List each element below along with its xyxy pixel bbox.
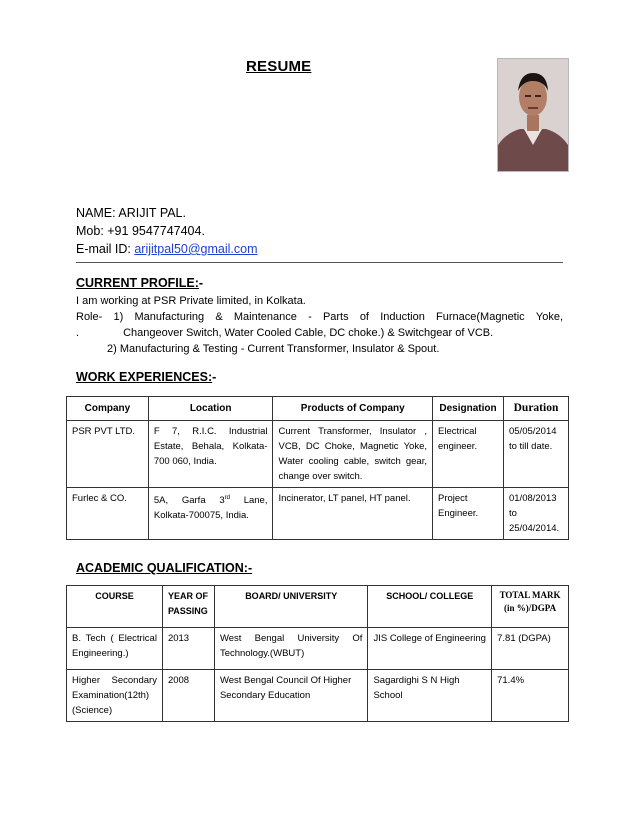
role-word: Manufacturing (134, 311, 205, 323)
role-word: Induction (380, 311, 425, 323)
table-cell: 71.4% (492, 670, 569, 722)
role-word: Parts (322, 311, 349, 323)
table-cell: 7.81 (DGPA) (492, 628, 569, 670)
work-experience-heading: WORK EXPERIENCES:- (76, 370, 217, 384)
current-profile-line: I am working at PSR Private limited, in Kolkata. (76, 295, 306, 307)
email-line (76, 242, 258, 256)
current-profile-line-3: . Changeover Switch, Water Cooled Cable, DC choke.) & Switchgear of VCB. (76, 327, 494, 339)
table-cell: JIS College of Engineering (368, 628, 492, 670)
column-header: YEAR OF PASSING (162, 586, 214, 628)
role-word: 1) (113, 311, 124, 323)
current-profile-role (76, 309, 563, 325)
email-label: E-mail ID: (76, 242, 135, 256)
role-word: & (215, 311, 223, 323)
table-cell: 2013 (162, 628, 214, 670)
current-profile-heading: CURRENT PROFILE:- (76, 276, 204, 290)
column-header: Location (148, 397, 273, 421)
column-header: Designation (433, 397, 504, 421)
table-row (67, 421, 569, 488)
table-cell: F 7, R.I.C. Industrial Estate, Behala, Kolkata-700 060, India. (148, 421, 273, 488)
column-header: Company (67, 397, 149, 421)
column-header: Products of Company (273, 397, 433, 421)
email-link[interactable]: arijitpal50@gmail.com (134, 242, 258, 256)
mobile-line: Mob: +91 9547747404. (76, 224, 205, 238)
table-row (67, 488, 569, 540)
table-cell: Project Engineer. (433, 488, 504, 540)
column-header: COURSE (67, 586, 163, 628)
table-cell: PSR PVT LTD. (67, 421, 149, 488)
role-word: Role- (76, 311, 103, 323)
table-row (67, 670, 569, 722)
column-header: BOARD/ UNIVERSITY (214, 586, 368, 628)
table-cell: West Bengal Council Of Higher Secondary Education (214, 670, 368, 722)
resume-title: RESUME (246, 58, 312, 75)
table-cell: Electrical engineer. (433, 421, 504, 488)
work-experience-table (66, 396, 569, 540)
table-cell: 01/08/2013 to 25/04/2014. (503, 488, 568, 540)
column-header: Duration (503, 397, 568, 421)
divider (76, 262, 563, 263)
table-cell: Sagardighi S N High School (368, 670, 492, 722)
role-word: of (359, 311, 369, 323)
role-word: Maintenance (233, 311, 297, 323)
table-header-row (67, 586, 569, 628)
current-profile-line-4: 2) Manufacturing & Testing - Current Transformer, Insulator & Spout. (107, 343, 440, 355)
table-cell: Higher Secondary Examination(12th) (Science) (67, 670, 163, 722)
table-row (67, 628, 569, 670)
profile-photo (497, 58, 569, 172)
profile-photo-image (498, 59, 568, 171)
column-header: TOTAL MARK (in %)/DGPA (492, 586, 569, 628)
table-cell: Incinerator, LT panel, HT panel. (273, 488, 433, 540)
academic-table (66, 585, 569, 722)
table-cell: Furlec & CO. (67, 488, 149, 540)
column-header: SCHOOL/ COLLEGE (368, 586, 492, 628)
table-cell: West Bengal University Of Technology.(WBUT) (214, 628, 368, 670)
table-header-row (67, 397, 569, 421)
name-line: NAME: ARIJIT PAL. (76, 206, 186, 220)
role-word: - (308, 311, 312, 323)
table-cell: B. Tech ( Electrical Engineering.) (67, 628, 163, 670)
table-cell: Current Transformer, Insulator , VCB, DC Choke, Magnetic Yoke, Water cooling cable, switch gear, change over switch. (273, 421, 433, 488)
role-word: Yoke, (535, 311, 563, 323)
academic-heading: ACADEMIC QUALIFICATION:- (76, 561, 253, 575)
table-cell: 5A, Garfa 3rd Lane, Kolkata-700075, India. (148, 488, 273, 540)
role-word: Furnace(Magnetic (436, 311, 525, 323)
table-cell: 2008 (162, 670, 214, 722)
table-cell: 05/05/2014 to till date. (503, 421, 568, 488)
